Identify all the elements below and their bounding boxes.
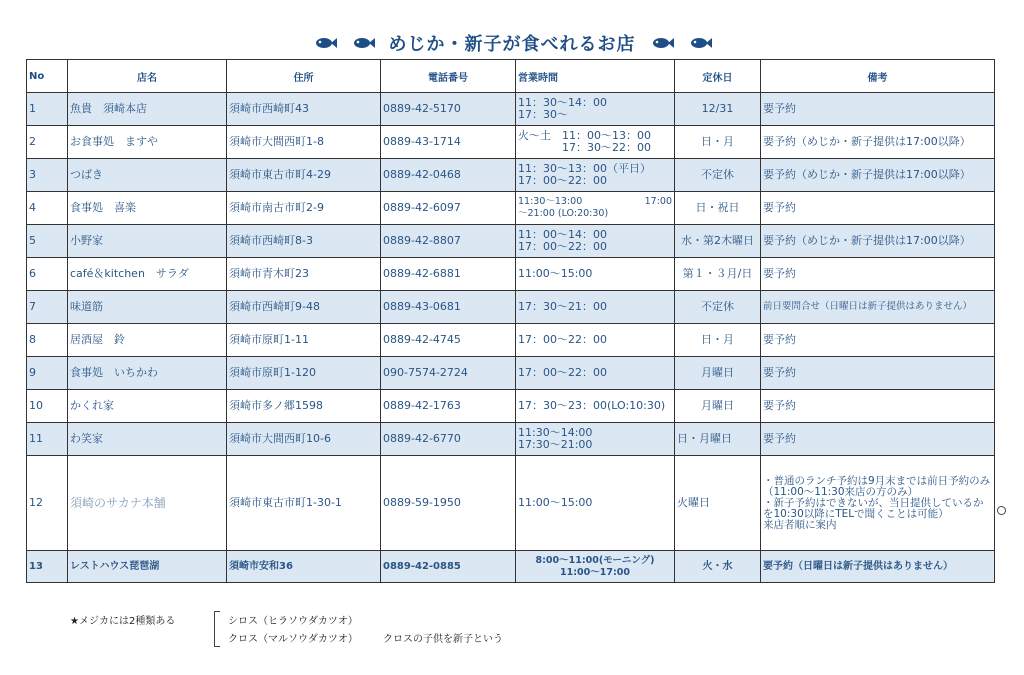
hours-line: ～21:00 (LO:20:30) (518, 208, 609, 219)
cell-name: お食事処 ますや (68, 126, 227, 159)
table-row (27, 423, 995, 456)
cell-name: 居酒屋 鈴 (68, 324, 227, 357)
cell-address: 須崎市西崎町9-48 (227, 291, 381, 324)
footnote-type1: シロス（ヒラソウダカツオ） (228, 616, 358, 627)
cell-no: 9 (27, 357, 68, 390)
cell-phone: 090-7574-2724 (381, 357, 516, 390)
cell-address: 須崎市原町1-120 (227, 357, 381, 390)
cell-no: 13 (27, 551, 68, 583)
cell-no: 2 (27, 126, 68, 159)
fish-icon (313, 36, 337, 50)
table-row (27, 456, 995, 551)
cell-name: 味道筋 (68, 291, 227, 324)
table-row (27, 225, 995, 258)
notes-line: 来店者順に案内 (763, 518, 837, 531)
cell-hours: 11:00～15:00 (516, 258, 675, 291)
title-row (0, 28, 1024, 58)
cell-address: 須崎市多ノ郷1598 (227, 390, 381, 423)
cell-no: 5 (27, 225, 68, 258)
cell-phone: 0889-42-5170 (381, 93, 516, 126)
cell-address: 須崎市東古市町4-29 (227, 159, 381, 192)
cell-name: 魚貴 須崎本店 (68, 93, 227, 126)
cell-notes: 要予約（めじか・新子提供は17:00以降） (761, 126, 995, 159)
cell-notes (761, 456, 995, 551)
cell-name: 食事処 いちかわ (68, 357, 227, 390)
hours-line: 17：30～22：00 (518, 141, 651, 154)
cell-closed: 日・月 (675, 324, 761, 357)
cell-hours (516, 423, 675, 456)
cell-notes: 要予約 (761, 423, 995, 456)
table-row (27, 258, 995, 291)
footnote-type2: クロス（マルソウダカツオ） (228, 634, 358, 645)
hours-line: 11:00～17:00 (560, 566, 630, 578)
cell-address: 須崎市西崎町8-3 (227, 225, 381, 258)
table-row (27, 291, 995, 324)
cell-closed: 火曜日 (675, 456, 761, 551)
table-row (27, 551, 995, 583)
cell-phone: 0889-42-1763 (381, 390, 516, 423)
cell-address: 須崎市東古市町1-30-1 (227, 456, 381, 551)
cell-closed: 日・月曜日 (675, 423, 761, 456)
cell-closed: 火・水 (675, 551, 761, 583)
header-no: No (27, 60, 68, 93)
cell-name: café＆kitchen サラダ (68, 258, 227, 291)
cell-name: つばき (68, 159, 227, 192)
hours-line: 17:30～21:00 (518, 438, 593, 451)
cell-address: 須崎市原町1-11 (227, 324, 381, 357)
cell-notes: 要予約 (761, 192, 995, 225)
cell-no: 11 (27, 423, 68, 456)
cell-hours (516, 551, 675, 583)
fish-icon (351, 36, 375, 50)
cell-hours: 17：30～21：00 (516, 291, 675, 324)
cell-address: 須崎市安和36 (227, 551, 381, 583)
table-row (27, 390, 995, 423)
cell-no: 7 (27, 291, 68, 324)
hours-line: 17：00～22：00 (518, 174, 607, 187)
header-address: 住所 (227, 60, 381, 93)
hours-start: 11:30～13:00 (518, 196, 583, 207)
cell-name: 須崎のサカナ本舗 (68, 456, 227, 551)
cell-phone: 0889-42-6097 (381, 192, 516, 225)
restaurant-table (26, 59, 995, 583)
cell-hours (516, 159, 675, 192)
page-title: めじか・新子が食べれるお店 (388, 34, 636, 55)
cell-phone: 0889-43-0681 (381, 291, 516, 324)
cell-notes: 要予約 (761, 258, 995, 291)
cell-closed: 12/31 (675, 93, 761, 126)
table-row (27, 357, 995, 390)
cell-address: 須崎市大間西町10-6 (227, 423, 381, 456)
table-header-row (27, 60, 995, 93)
cell-name: レストハウス琵琶湖 (68, 551, 227, 583)
cell-notes: 要予約（めじか・新子提供は17:00以降） (761, 225, 995, 258)
table-row (27, 93, 995, 126)
cell-closed: 第１・３月/日 (675, 258, 761, 291)
cell-notes: 要予約（日曜日は新子提供はありません） (761, 551, 995, 583)
cell-phone: 0889-59-1950 (381, 456, 516, 551)
cell-closed: 不定休 (675, 159, 761, 192)
fish-icon (650, 36, 674, 50)
hours-evening: 17:00 (644, 196, 672, 207)
cell-no: 10 (27, 390, 68, 423)
cell-name: わ笑家 (68, 423, 227, 456)
cell-hours (516, 93, 675, 126)
cell-phone: 0889-42-0468 (381, 159, 516, 192)
hours-line: 8:00～11:00(モーニング) (535, 554, 655, 566)
cell-name: 食事処 喜楽 (68, 192, 227, 225)
table-row (27, 324, 995, 357)
cell-hours: 11:00～15:00 (516, 456, 675, 551)
cell-no: 6 (27, 258, 68, 291)
cell-closed: 日・月 (675, 126, 761, 159)
cell-notes: 要予約 (761, 324, 995, 357)
hours-line: 11：30～13：00（平日） (518, 162, 651, 175)
cell-notes: 要予約 (761, 93, 995, 126)
hours-line: 11:30～14:00 (518, 426, 593, 439)
header-hours: 営業時間 (516, 60, 675, 93)
cell-notes: 前日要問合せ（日曜日は新子提供はありません） (761, 291, 995, 324)
cell-closed: 日・祝日 (675, 192, 761, 225)
cell-no: 8 (27, 324, 68, 357)
bracket-icon (214, 611, 220, 647)
footnote-type2-note: クロスの子供を新子という (383, 634, 503, 645)
cell-no: 12 (27, 456, 68, 551)
cell-hours: 17：30～23：00(LO:10:30) (516, 390, 675, 423)
header-notes: 備考 (761, 60, 995, 93)
cell-no: 1 (27, 93, 68, 126)
cell-closed: 月曜日 (675, 390, 761, 423)
cell-closed: 不定休 (675, 291, 761, 324)
cell-hours: 17：00～22：00 (516, 324, 675, 357)
cell-phone: 0889-42-4745 (381, 324, 516, 357)
cell-name: かくれ家 (68, 390, 227, 423)
cell-no: 3 (27, 159, 68, 192)
cell-closed: 水・第2木曜日 (675, 225, 761, 258)
notes-line: ・普通のランチ予約は9月末までは前日予約のみ（11:00～11:30来店の方のみ） (763, 474, 991, 498)
table-row (27, 126, 995, 159)
cell-address: 須崎市青木町23 (227, 258, 381, 291)
hours-line: 11：30～14：00 (518, 96, 607, 109)
cell-phone: 0889-42-8807 (381, 225, 516, 258)
hours-line: 11：00～14：00 (518, 228, 607, 241)
cell-address: 須崎市大間西町1-8 (227, 126, 381, 159)
cell-no: 4 (27, 192, 68, 225)
cell-hours: 17：00～22：00 (516, 357, 675, 390)
hours-line: 17：00～22：00 (518, 240, 607, 253)
header-phone: 電話番号 (381, 60, 516, 93)
cell-hours (516, 126, 675, 159)
cell-phone: 0889-42-0885 (381, 551, 516, 583)
hours-line: 17：30～ (518, 108, 568, 121)
cell-phone: 0889-43-1714 (381, 126, 516, 159)
cell-hours (516, 225, 675, 258)
cell-notes: 要予約 (761, 390, 995, 423)
cell-name: 小野家 (68, 225, 227, 258)
header-closed: 定休日 (675, 60, 761, 93)
hours-line (518, 196, 672, 208)
hours-line: 火～土 11：00～13：00 (518, 129, 651, 142)
cell-phone: 0889-42-6770 (381, 423, 516, 456)
table-row (27, 159, 995, 192)
cell-phone: 0889-42-6881 (381, 258, 516, 291)
fish-icon (688, 36, 712, 50)
table-row (27, 192, 995, 225)
notes-line: ・新子予約はできないが、当日提供しているかを10:30以降にTELで聞くことは可能） (763, 496, 984, 520)
circle-mark (997, 506, 1006, 515)
cell-closed: 月曜日 (675, 357, 761, 390)
cell-hours (516, 192, 675, 225)
cell-notes: 要予約 (761, 357, 995, 390)
header-name: 店名 (68, 60, 227, 93)
cell-notes: 要予約（めじか・新子提供は17:00以降） (761, 159, 995, 192)
footnote-star: ★メジカには2種類ある (70, 616, 176, 627)
cell-address: 須崎市西崎町43 (227, 93, 381, 126)
cell-address: 須崎市南古市町2-9 (227, 192, 381, 225)
